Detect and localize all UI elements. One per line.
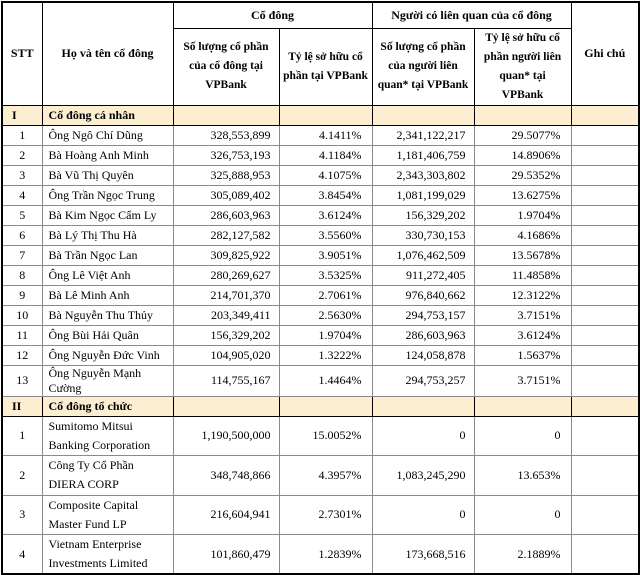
shareholder-name-cell: Ông Lê Việt Anh xyxy=(42,265,173,285)
col-header-ratio-shareholder: Tỷ lệ sở hữu cổ phần tại VPBank xyxy=(279,29,372,106)
stt-cell: 2 xyxy=(2,456,42,495)
note-cell xyxy=(571,325,639,345)
section-id-cell: II xyxy=(2,396,42,416)
ratio-cell: 4.1411% xyxy=(279,125,372,145)
section-empty-note xyxy=(571,396,639,416)
related-shares-cell: 124,058,878 xyxy=(372,345,474,365)
col-header-stt: STT xyxy=(2,2,42,105)
ratio-cell: 2.7061% xyxy=(279,285,372,305)
related-shares-cell: 286,603,963 xyxy=(372,325,474,345)
related-shares-cell: 0 xyxy=(372,495,474,534)
related-shares-cell: 173,668,516 xyxy=(372,535,474,575)
note-cell xyxy=(571,495,639,534)
note-cell xyxy=(571,535,639,575)
section-empty-shares xyxy=(173,396,279,416)
related-ratio-cell: 1.5637% xyxy=(474,345,571,365)
note-cell xyxy=(571,285,639,305)
section-row-II xyxy=(2,396,639,416)
note-cell xyxy=(571,145,639,165)
related-ratio-cell: 4.1686% xyxy=(474,225,571,245)
col-header-shares-related: Số lượng cổ phần của người liên quan* tại VPBank xyxy=(372,29,474,106)
related-ratio-cell: 1.9704% xyxy=(474,205,571,225)
related-shares-cell: 1,081,199,029 xyxy=(372,185,474,205)
related-shares-cell: 1,181,406,759 xyxy=(372,145,474,165)
stt-cell: 2 xyxy=(2,145,42,165)
ratio-cell: 1.4464% xyxy=(279,365,372,396)
stt-cell: 5 xyxy=(2,205,42,225)
related-ratio-cell: 3.7151% xyxy=(474,365,571,396)
table-body xyxy=(2,105,639,574)
shareholder-row xyxy=(2,345,639,365)
shareholder-name-cell: Ông Nguyễn Đức Vinh xyxy=(42,345,173,365)
shares-cell: 114,755,167 xyxy=(173,365,279,396)
stt-cell: 1 xyxy=(2,416,42,455)
ratio-cell: 1.3222% xyxy=(279,345,372,365)
note-cell xyxy=(571,205,639,225)
col-header-notes: Ghi chú xyxy=(571,2,639,105)
note-cell xyxy=(571,125,639,145)
shares-cell: 104,905,020 xyxy=(173,345,279,365)
related-shares-cell: 2,343,303,802 xyxy=(372,165,474,185)
related-shares-cell: 1,076,462,509 xyxy=(372,245,474,265)
shareholder-name-cell: Bà Kim Ngọc Cẩm Ly xyxy=(42,205,173,225)
shares-cell: 326,753,193 xyxy=(173,145,279,165)
shareholder-name-cell: Bà Vũ Thị Quyên xyxy=(42,165,173,185)
col-header-name: Họ và tên cổ đông xyxy=(42,2,173,105)
shareholder-name-cell: Ông Nguyễn Mạnh Cường xyxy=(42,365,173,396)
shareholder-row xyxy=(2,456,639,495)
note-cell xyxy=(571,365,639,396)
related-shares-cell: 156,329,202 xyxy=(372,205,474,225)
shares-cell: 203,349,411 xyxy=(173,305,279,325)
related-shares-cell: 1,083,245,290 xyxy=(372,456,474,495)
related-shares-cell: 294,753,257 xyxy=(372,365,474,396)
shareholder-name-cell: Ông Bùi Hải Quân xyxy=(42,325,173,345)
related-ratio-cell: 14.8906% xyxy=(474,145,571,165)
stt-cell: 12 xyxy=(2,345,42,365)
related-ratio-cell: 13.653% xyxy=(474,456,571,495)
shareholder-name-cell: Bà Lý Thị Thu Hà xyxy=(42,225,173,245)
note-cell xyxy=(571,165,639,185)
shareholder-row xyxy=(2,495,639,534)
stt-cell: 13 xyxy=(2,365,42,396)
col-header-ratio-related: Tỷ lệ sở hữu cổ phần người liên quan* tại VPBank xyxy=(474,29,571,106)
shareholder-row xyxy=(2,225,639,245)
shareholder-row xyxy=(2,305,639,325)
stt-cell: 11 xyxy=(2,325,42,345)
related-ratio-cell: 0 xyxy=(474,495,571,534)
shares-cell: 156,329,202 xyxy=(173,325,279,345)
note-cell xyxy=(571,265,639,285)
shareholder-name-cell: Sumitomo Mitsui Banking Corporation xyxy=(42,416,173,455)
shareholder-row xyxy=(2,145,639,165)
shareholder-name-cell: Vietnam Enterprise Investments Limited xyxy=(42,535,173,575)
ratio-cell: 3.9051% xyxy=(279,245,372,265)
shares-cell: 286,603,963 xyxy=(173,205,279,225)
shareholder-row xyxy=(2,416,639,455)
shares-cell: 101,860,479 xyxy=(173,535,279,575)
related-shares-cell: 2,341,122,217 xyxy=(372,125,474,145)
related-shares-cell: 911,272,405 xyxy=(372,265,474,285)
ratio-cell: 3.5325% xyxy=(279,265,372,285)
section-empty-related-shares xyxy=(372,105,474,125)
note-cell xyxy=(571,305,639,325)
shares-cell: 282,127,582 xyxy=(173,225,279,245)
section-row-I xyxy=(2,105,639,125)
related-ratio-cell: 11.4858% xyxy=(474,265,571,285)
shareholder-name-cell: Bà Nguyễn Thu Thủy xyxy=(42,305,173,325)
shareholder-row xyxy=(2,325,639,345)
shares-cell: 309,825,922 xyxy=(173,245,279,265)
related-ratio-cell: 2.1889% xyxy=(474,535,571,575)
shares-cell: 1,190,500,000 xyxy=(173,416,279,455)
col-header-shares-shareholder: Số lượng cổ phần của cổ đông tại VPBank xyxy=(173,29,279,106)
ratio-cell: 4.3957% xyxy=(279,456,372,495)
stt-cell: 9 xyxy=(2,285,42,305)
ratio-cell: 15.0052% xyxy=(279,416,372,455)
related-ratio-cell: 0 xyxy=(474,416,571,455)
stt-cell: 8 xyxy=(2,265,42,285)
related-ratio-cell: 3.7151% xyxy=(474,305,571,325)
section-title-cell: Cổ đông tổ chức xyxy=(42,396,173,416)
shareholder-row xyxy=(2,125,639,145)
shareholder-name-cell: Bà Hoàng Anh Minh xyxy=(42,145,173,165)
related-shares-cell: 294,753,157 xyxy=(372,305,474,325)
ratio-cell: 3.8454% xyxy=(279,185,372,205)
ratio-cell: 3.6124% xyxy=(279,205,372,225)
related-ratio-cell: 29.5352% xyxy=(474,165,571,185)
ratio-cell: 4.1075% xyxy=(279,165,372,185)
shareholders-table xyxy=(1,1,640,575)
section-empty-ratio xyxy=(279,396,372,416)
section-empty-related-ratio xyxy=(474,105,571,125)
shares-cell: 328,553,899 xyxy=(173,125,279,145)
shares-cell: 214,701,370 xyxy=(173,285,279,305)
shareholder-name-cell: Bà Trần Ngọc Lan xyxy=(42,245,173,265)
ratio-cell: 2.7301% xyxy=(279,495,372,534)
shareholder-row xyxy=(2,535,639,575)
shareholder-row xyxy=(2,165,639,185)
col-group-shareholder: Cổ đông xyxy=(173,2,372,29)
section-id-cell: I xyxy=(2,105,42,125)
section-empty-related-ratio xyxy=(474,396,571,416)
section-empty-ratio xyxy=(279,105,372,125)
stt-cell: 4 xyxy=(2,535,42,575)
note-cell xyxy=(571,245,639,265)
note-cell xyxy=(571,416,639,455)
note-cell xyxy=(571,456,639,495)
shares-cell: 305,089,402 xyxy=(173,185,279,205)
stt-cell: 3 xyxy=(2,495,42,534)
section-title-cell: Cổ đông cá nhân xyxy=(42,105,173,125)
stt-cell: 3 xyxy=(2,165,42,185)
header-row-groups xyxy=(2,2,639,29)
shares-cell: 325,888,953 xyxy=(173,165,279,185)
shareholder-name-cell: Ông Trần Ngọc Trung xyxy=(42,185,173,205)
ratio-cell: 2.5630% xyxy=(279,305,372,325)
stt-cell: 1 xyxy=(2,125,42,145)
related-ratio-cell: 12.3122% xyxy=(474,285,571,305)
shares-cell: 348,748,866 xyxy=(173,456,279,495)
col-group-related: Người có liên quan của cổ đông xyxy=(372,2,571,29)
related-shares-cell: 976,840,662 xyxy=(372,285,474,305)
section-empty-shares xyxy=(173,105,279,125)
related-shares-cell: 330,730,153 xyxy=(372,225,474,245)
ratio-cell: 4.1184% xyxy=(279,145,372,165)
shareholder-name-cell: Composite Capital Master Fund LP xyxy=(42,495,173,534)
shareholder-row xyxy=(2,245,639,265)
shareholder-row xyxy=(2,205,639,225)
stt-cell: 7 xyxy=(2,245,42,265)
shareholder-name-cell: Bà Lê Minh Anh xyxy=(42,285,173,305)
ratio-cell: 1.2839% xyxy=(279,535,372,575)
shareholder-row xyxy=(2,265,639,285)
note-cell xyxy=(571,225,639,245)
related-ratio-cell: 13.6275% xyxy=(474,185,571,205)
ratio-cell: 1.9704% xyxy=(279,325,372,345)
shares-cell: 216,604,941 xyxy=(173,495,279,534)
note-cell xyxy=(571,345,639,365)
stt-cell: 4 xyxy=(2,185,42,205)
ratio-cell: 3.5560% xyxy=(279,225,372,245)
note-cell xyxy=(571,185,639,205)
shareholder-row xyxy=(2,365,639,396)
shareholder-name-cell: Ông Ngô Chí Dũng xyxy=(42,125,173,145)
shares-cell: 280,269,627 xyxy=(173,265,279,285)
related-shares-cell: 0 xyxy=(372,416,474,455)
section-empty-related-shares xyxy=(372,396,474,416)
section-empty-note xyxy=(571,105,639,125)
shareholder-row xyxy=(2,185,639,205)
stt-cell: 10 xyxy=(2,305,42,325)
related-ratio-cell: 29.5077% xyxy=(474,125,571,145)
shareholder-row xyxy=(2,285,639,305)
shareholder-name-cell: Công Ty Cổ Phần DIERA CORP xyxy=(42,456,173,495)
related-ratio-cell: 13.5678% xyxy=(474,245,571,265)
stt-cell: 6 xyxy=(2,225,42,245)
related-ratio-cell: 3.6124% xyxy=(474,325,571,345)
